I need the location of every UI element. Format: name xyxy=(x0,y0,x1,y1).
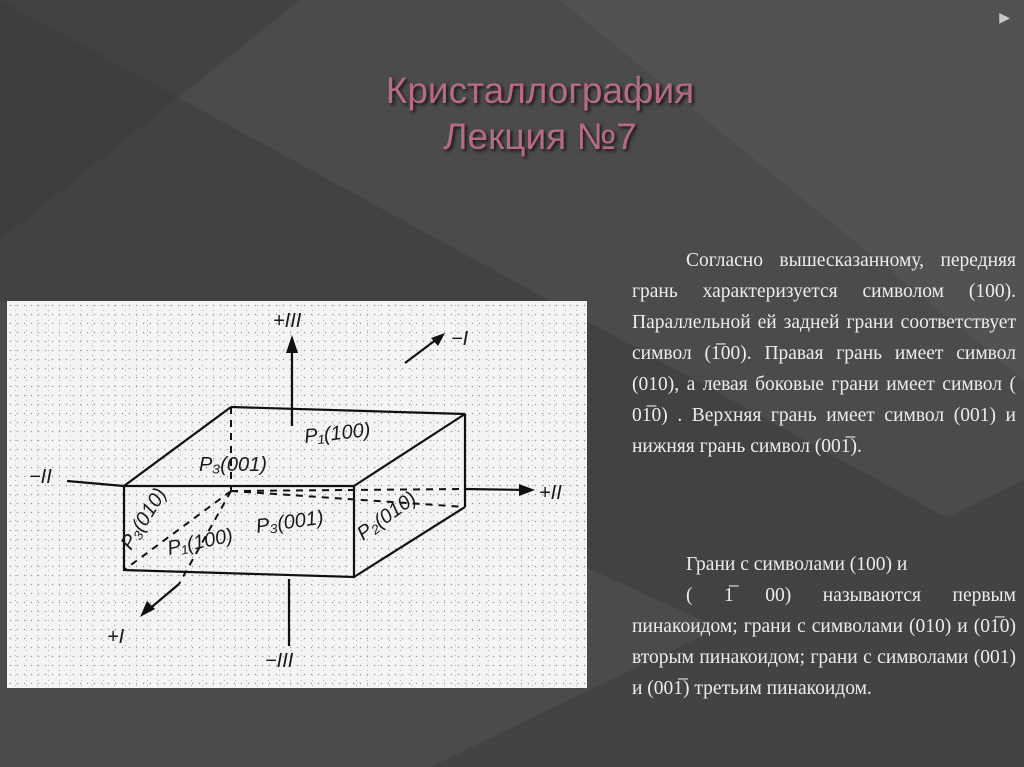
arrow-plus-ii xyxy=(519,484,535,496)
label-plus-i: +I xyxy=(107,626,125,648)
crystal-figure xyxy=(7,301,587,688)
axis-ii-right xyxy=(465,489,527,490)
paragraph-pinacoids xyxy=(632,549,1016,704)
crystal-diagram xyxy=(7,301,587,688)
label-face-p3-010: P₃(010) xyxy=(116,484,172,554)
chevron-right-icon: ▶ xyxy=(999,10,1010,26)
paragraph-pinacoids-line1: Грани с символами (100) и xyxy=(686,554,908,575)
slide-title xyxy=(0,68,1024,160)
paragraph-faces-text: Согласно вышесказанному, передняя грань характеризуется символом (100). Параллельной ей задней грани соответствует символ (1̅00). Правая грань имеет символ (010), а левая боковые грани имеет символ ( 01̅0) . Верхняя грань имеет символ (001) и нижняя грань символ (001̅). xyxy=(632,250,1016,457)
title-line-1: Кристаллография xyxy=(385,70,695,111)
top-back-edge xyxy=(231,407,465,414)
arrow-minus-i xyxy=(431,333,445,346)
label-plus-iii: +III xyxy=(273,310,302,332)
label-face-p3-001-bottom: P₃(001) xyxy=(254,506,326,538)
paragraph-pinacoids-rest: ( 1̅ 00) называются первым пинакоидом; грани с символами (010) и (01̅0) вторым пинакоидом; грани с символами (001) и (001̅) третьим пинакоидом. xyxy=(632,585,1016,699)
axis-i-upper xyxy=(405,339,437,363)
hidden-axis-ii xyxy=(231,489,465,491)
label-face-p2-010: P₂(010) xyxy=(353,487,421,546)
arrow-plus-i xyxy=(140,601,155,617)
label-face-p1-100-back: P₁(100) xyxy=(303,419,372,448)
label-minus-ii: −II xyxy=(29,466,52,488)
hidden-bottom-edge xyxy=(231,491,465,507)
title-line-2: Лекция №7 xyxy=(443,116,637,157)
label-face-p1-100-front: P₁(100) xyxy=(165,524,235,560)
paragraph-faces xyxy=(632,245,1016,462)
arrow-plus-iii xyxy=(286,335,298,353)
label-face-p3-001: P₃(001) xyxy=(199,454,267,476)
top-right-edge xyxy=(354,414,465,486)
label-minus-i: −I xyxy=(451,328,469,350)
label-minus-iii: −III xyxy=(265,650,294,672)
label-plus-ii: +II xyxy=(539,482,562,504)
axis-ii-left xyxy=(67,481,124,486)
